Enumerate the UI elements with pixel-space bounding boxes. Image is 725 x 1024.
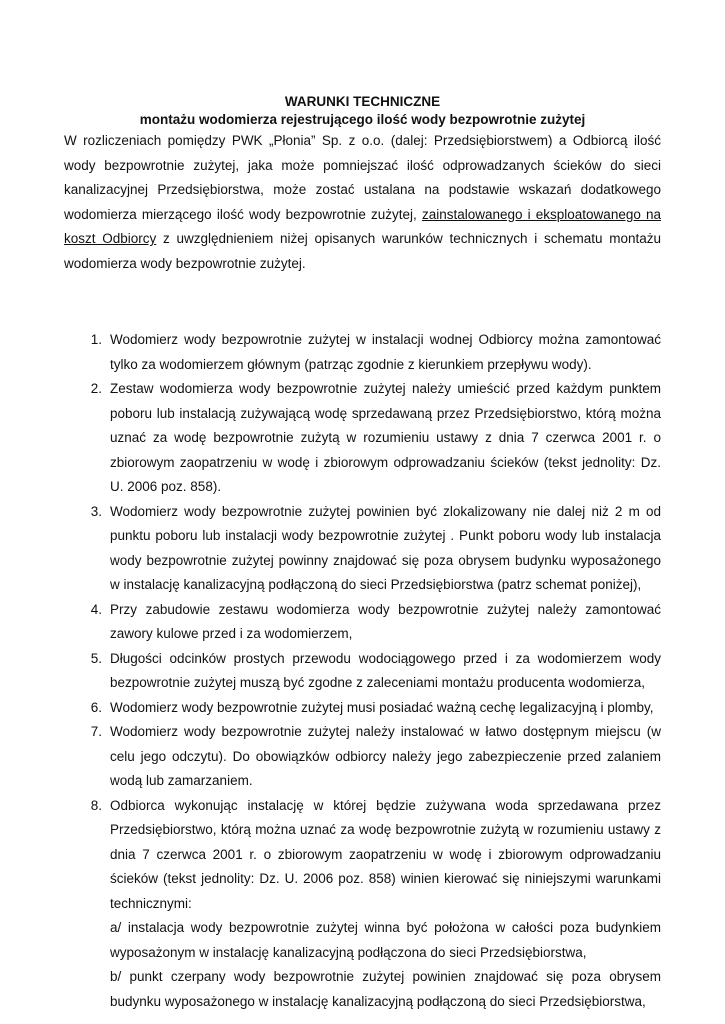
intro-underlined-text: zainstalowanego i eksploatowanego na koszt Odbiorcy [64,206,661,246]
list-item [90,328,661,377]
list-item-text: Wodomierz wody bezpowrotnie zużytej należy instalować w łatwo dostępnym miejscu (w celu jego odczytu). Do obowiązków odbiorcy należy jego zabezpieczenie przed zalaniem wodą lub zamarzaniem. [110,724,661,788]
list-item-text: Odbiorca wykonując instalację w której będzie zużywana woda sprzedawana przez Przedsiębiorstwo, którą można uznać za wodę bezpowrotnie zużytą w rozumieniu ustawy z dnia 7 czerwca 2001 r. o zbiorowym zaopatrzeniu w wodę i zbiorowym odprowadzaniu ścieków (tekst jednolity: Dz. U. 2006 poz. 858) winien kierować się niniejszymi warunkami technicznymi: [110,797,661,911]
list-item-text: Przy zabudowie zestawu wodomierza wody bezpowrotnie zużytej należy zamontować zawory kulowe przed i za wodomierzem, [110,601,661,641]
document-subtitle: montażu wodomierza rejestrującego ilość wody bezpowrotnie zużytej [139,112,586,127]
list-item-number: 1. [90,332,102,347]
list-item-number: 3. [90,503,102,519]
list-item [90,598,661,647]
list-item [90,377,661,500]
list-item [90,696,661,721]
sub-point-b: b/ punkt czerpany wody bezpowrotnie zużytej powinien znajdować się poza obrysem budynku wyposażonego w instalację kanalizacyjną podłączoną do sieci Przedsiębiorstwa, [110,969,661,1009]
list-item [90,794,661,1015]
list-item-number: 4. [90,601,102,617]
list-item-text: Wodomierz wody bezpowrotnie zużytej musi posiadać ważną cechę legalizacyjną i plomby, [110,699,654,715]
list-item-text: Wodomierz wody bezpowrotnie zużytej powinien być zlokalizowany nie dalej niż 2 m od punktu poboru lub instalacji wody bezpowrotnie zużytej . Punkt poboru wody lub instalacja wody bezpowrotnie zużytej powinny znajdować się poza obrysem budynku wyposażonego w instalację kanalizacyjną podłączoną do sieci Przedsiębiorstwa (patrz schemat poniżej), [110,503,661,592]
list-item-text: Długości odcinków prostych przewodu wodociągowego przed i za wodomierzem wody bezpowrotnie zużytej muszą być zgodne z zaleceniami montażu producenta wodomierza, [110,650,661,690]
intro-paragraph [64,129,661,276]
list-item-text: Wodomierz wody bezpowrotnie zużytej w instalacji wodnej Odbiorcy można zamontować tylko za wodomierzem głównym (patrząc zgodnie z kierunkiem przepływu wody). [110,332,661,372]
intro-text-start: W rozliczeniach pomiędzy PWK „Płonia” Sp. z o.o. (dalej: Przedsiębiorstwem) a Odbiorcą ilość wody bezpowrotnie zużytej, jaka może pomniejszać ilość odprowadzanych ścieków do sieci kanalizacyjnej Przedsiębiorstwa, może zostać ustalana na podstawie wskazań dodatkowego wodomierza mierzącego ilość wody bezpowrotnie zużytej, [64,133,661,222]
list-item [90,647,661,696]
intro-text-end: z uwzględnieniem niżej opisanych warunków technicznych i schematu montażu wodomierza wody bezpowrotnie zużytej. [64,231,662,271]
list-item-number: 7. [90,724,102,739]
conditions-list [64,328,661,1014]
list-item [90,500,661,598]
list-item-number: 8. [90,797,102,813]
document-title: WARUNKI TECHNICZNE [284,94,441,109]
list-item-number: 2. [90,381,102,396]
list-item [90,720,661,794]
list-item-number: 5. [90,650,102,666]
list-item-text: Zestaw wodomierza wody bezpowrotnie zużytej należy umieścić przed każdym punktem poboru lub instalacją zużywającą wodę sprzedawaną przez Przedsiębiorstwo, którą można uznać za wodę bezpowrotnie zużytą w rozumieniu ustawy z dnia 7 czerwca 2001 r. o zbiorowym zaopatrzeniu w wodę i zbiorowym odprowadzaniu ścieków (tekst jednolity: Dz. U. 2006 poz. 858). [110,381,661,494]
list-item-number: 6. [90,699,102,715]
sub-point-a: a/ instalacja wody bezpowrotnie zużytej winna być położona w całości poza budynkiem wyposażonym w instalację kanalizacyjną podłączona do sieci Przedsiębiorstwa, [110,920,661,960]
